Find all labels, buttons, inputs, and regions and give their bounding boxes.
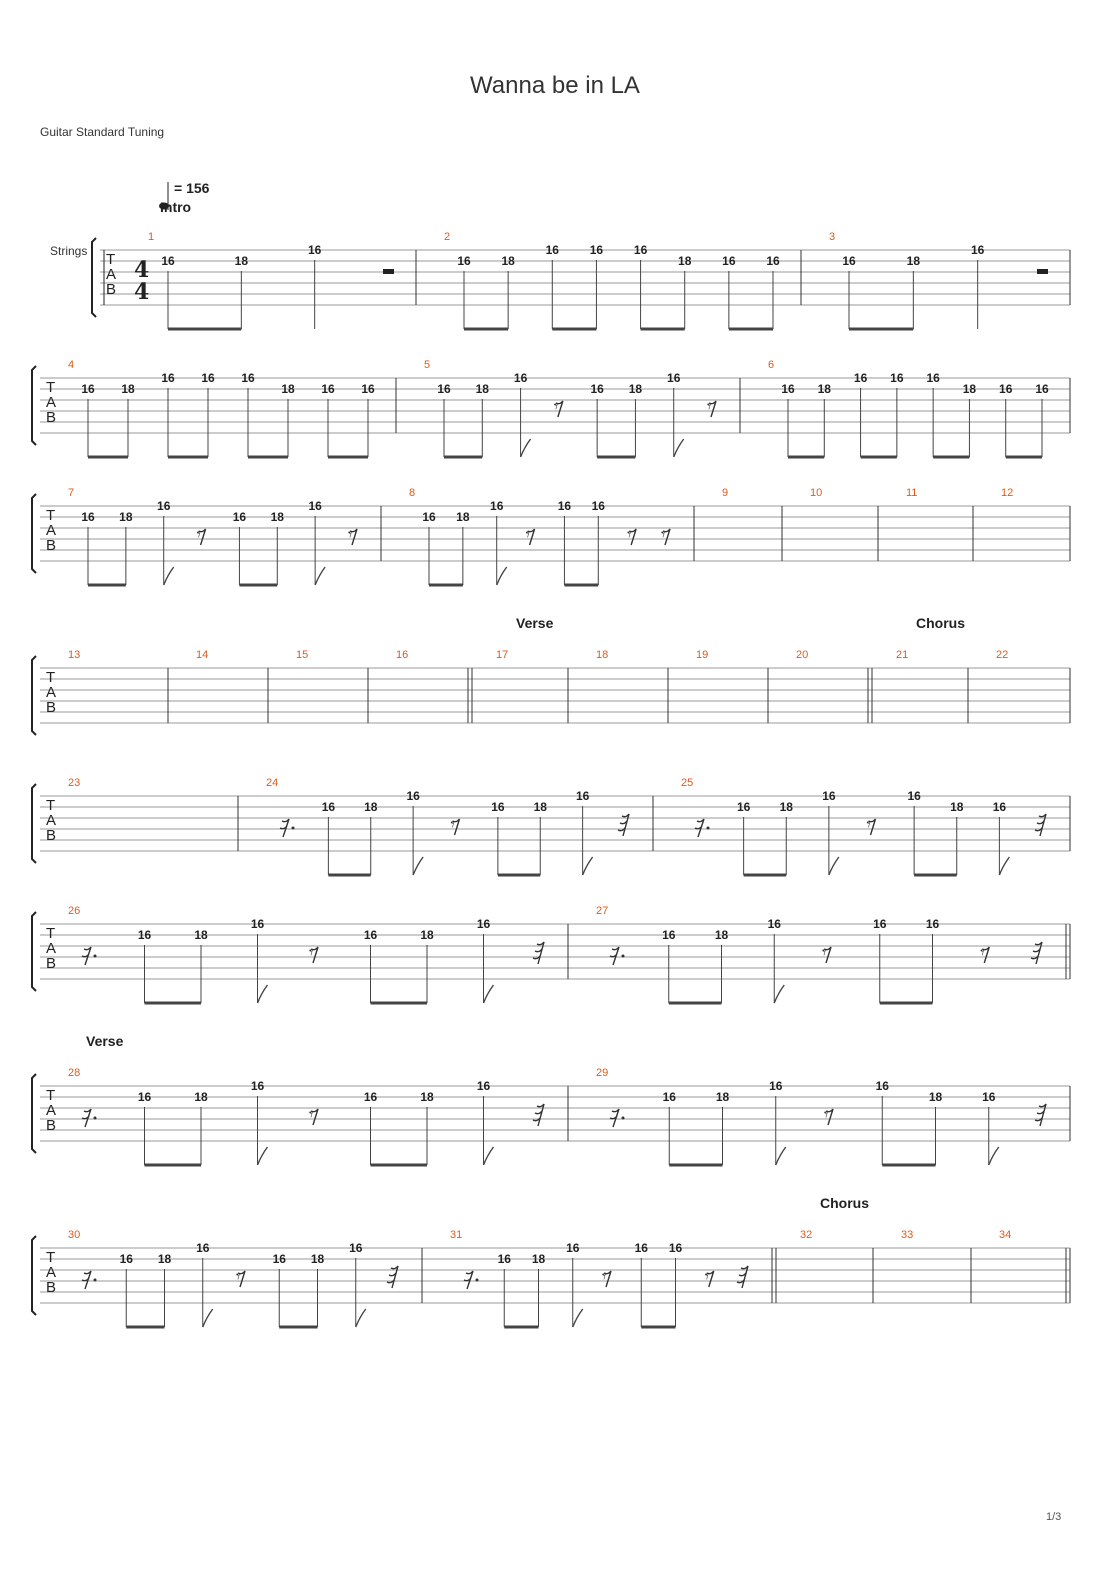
fret-number: 16 [668, 1241, 683, 1255]
note-flag [203, 1309, 213, 1327]
fret-number: 16 [491, 800, 505, 814]
measure-number: 10 [810, 487, 823, 499]
measure-number: 18 [596, 649, 609, 661]
fret-number: 16 [875, 1079, 889, 1093]
fret-number: 16 [633, 243, 648, 257]
time-signature-top: 4 [134, 257, 150, 283]
tab-letter: T [46, 1087, 56, 1104]
fret-number: 16 [81, 382, 95, 396]
measure-number: 22 [996, 649, 1009, 661]
fret-number: 16 [81, 510, 95, 524]
sixteenth-rest [464, 1271, 473, 1289]
tab-letter: T [46, 797, 56, 814]
section-marker: Intro [160, 199, 192, 215]
rest-dot [707, 827, 710, 830]
half-rest [383, 269, 394, 274]
tab-letter: B [46, 409, 57, 426]
fret-number: 16 [457, 254, 471, 268]
measure-number: 13 [68, 649, 81, 661]
eighth-rest: 𝄾 [553, 397, 559, 416]
thirty-second-rest [387, 1266, 398, 1288]
fret-number: 16 [201, 371, 215, 385]
sixteenth-rest [82, 1109, 91, 1127]
eighth-rest: 𝄾 [627, 525, 632, 544]
fret-number: 18 [194, 1090, 208, 1104]
fret-number: 16 [119, 1252, 133, 1266]
fret-number: 16 [497, 1252, 511, 1266]
fret-number: 16 [925, 917, 940, 931]
fret-number: 16 [349, 1241, 363, 1255]
system-bracket [32, 366, 36, 445]
eighth-rest: 𝄾 [450, 815, 455, 834]
eighth-rest: 𝄾 [602, 1267, 607, 1286]
section-marker: Chorus [916, 615, 965, 631]
rest-dot [94, 1117, 97, 1120]
system-bracket [32, 912, 36, 991]
measure-number: 29 [596, 1067, 609, 1079]
rest-dot [476, 1279, 479, 1282]
tuning-label: Guitar Standard Tuning [40, 125, 165, 139]
fret-number: 18 [779, 800, 793, 814]
note-flag [164, 567, 174, 585]
fret-number: 16 [513, 371, 528, 385]
fret-number: 16 [890, 371, 904, 385]
fret-number: 16 [476, 917, 491, 931]
half-rest [1037, 269, 1048, 274]
measure-number: 4 [68, 359, 75, 371]
tab-letter: T [106, 251, 116, 268]
fret-number: 16 [667, 371, 681, 385]
measure-number: 32 [800, 1229, 813, 1241]
fret-number: 16 [591, 499, 605, 513]
tab-letter: A [106, 266, 117, 283]
measure-number: 25 [681, 777, 694, 789]
fret-number: 16 [566, 1241, 580, 1255]
fret-number: 18 [420, 1090, 434, 1104]
eighth-rest: 𝄾 [525, 525, 530, 544]
fret-number: 18 [531, 1252, 546, 1266]
tab-letter: B [46, 699, 57, 716]
tab-letter: T [46, 379, 56, 396]
fret-number: 16 [982, 1090, 996, 1104]
fret-number: 16 [781, 382, 795, 396]
measure-number: 15 [296, 649, 309, 661]
fret-number: 16 [662, 1090, 676, 1104]
eighth-rest: 𝄾 [196, 525, 201, 544]
tab-letter: B [46, 1117, 57, 1134]
fret-number: 16 [575, 789, 590, 803]
measure-number: 11 [906, 487, 918, 499]
fret-number: 16 [250, 917, 265, 931]
rest-dot [94, 1279, 97, 1282]
fret-number: 16 [842, 254, 856, 268]
sixteenth-rest [695, 819, 704, 837]
fret-number: 18 [121, 382, 135, 396]
note-flag [573, 1309, 583, 1327]
fret-number: 16 [250, 1079, 265, 1093]
page-number: 1/3 [1046, 1511, 1062, 1523]
thirty-second-rest [533, 1104, 544, 1126]
rest-dot [94, 955, 97, 958]
measure-number: 28 [68, 1067, 81, 1079]
system-bracket [32, 1074, 36, 1153]
fret-number: 16 [589, 243, 604, 257]
note-flag [258, 985, 268, 1003]
sixteenth-rest [280, 819, 289, 837]
note-flag [583, 857, 593, 875]
time-signature-bottom: 4 [134, 279, 150, 305]
measure-number: 19 [696, 649, 709, 661]
sixteenth-rest [82, 947, 91, 965]
note-flag [484, 1147, 494, 1165]
fret-number: 18 [817, 382, 831, 396]
measure-number: 33 [901, 1229, 914, 1241]
measure-number: 26 [68, 905, 81, 917]
fret-number: 16 [822, 789, 836, 803]
measure-number: 1 [148, 231, 155, 243]
measure-number: 21 [896, 649, 909, 661]
measure-number: 5 [424, 359, 431, 371]
measure-number: 3 [829, 231, 836, 243]
fret-number: 16 [161, 371, 175, 385]
note-flag [989, 1147, 999, 1165]
rest-dot [622, 955, 625, 958]
tab-letter: B [46, 537, 57, 554]
fret-number: 18 [194, 928, 208, 942]
fret-number: 16 [662, 928, 676, 942]
note-flag [356, 1309, 366, 1327]
system-bracket [32, 656, 36, 735]
fret-number: 16 [307, 243, 322, 257]
fret-number: 18 [310, 1252, 325, 1266]
rest-dot [622, 1117, 625, 1120]
fret-number: 16 [1035, 382, 1049, 396]
note-flag [999, 857, 1009, 875]
thirty-second-rest [1035, 814, 1046, 836]
measure-number: 8 [409, 487, 416, 499]
fret-number: 16 [634, 1241, 648, 1255]
track-name: Strings [50, 244, 88, 258]
sixteenth-rest [610, 947, 619, 965]
section-marker: Chorus [820, 1195, 869, 1211]
fret-number: 18 [501, 254, 515, 268]
fret-number: 16 [766, 254, 780, 268]
fret-number: 16 [769, 1079, 783, 1093]
fret-number: 16 [970, 243, 985, 257]
fret-number: 16 [363, 1090, 378, 1104]
tab-letter: A [46, 812, 57, 829]
fret-number: 16 [926, 371, 940, 385]
tab-letter: A [46, 684, 57, 701]
fret-number: 16 [161, 254, 175, 268]
fret-number: 16 [196, 1241, 210, 1255]
tab-letter: T [46, 669, 56, 686]
fret-number: 18 [281, 382, 295, 396]
eighth-rest: 𝄾 [704, 1267, 710, 1286]
system-bracket [32, 494, 36, 573]
measure-number: 31 [450, 1229, 463, 1241]
fret-number: 16 [545, 243, 559, 257]
measure-number: 17 [496, 649, 509, 661]
fret-number: 16 [406, 789, 420, 803]
fret-number: 18 [950, 800, 964, 814]
eighth-rest: 𝄾 [866, 815, 871, 834]
note-flag [829, 857, 839, 875]
measure-number: 12 [1001, 487, 1014, 499]
measure-number: 20 [796, 649, 809, 661]
tab-letter: B [46, 1279, 57, 1296]
measure-number: 30 [68, 1229, 81, 1241]
note-flag [484, 985, 494, 1003]
fret-number: 16 [321, 382, 335, 396]
section-marker: Verse [86, 1033, 124, 1049]
fret-number: 18 [678, 254, 692, 268]
note-flag [497, 567, 507, 585]
tab-letter: B [106, 281, 117, 298]
measure-number: 2 [444, 231, 451, 243]
eighth-rest: 𝄾 [309, 1105, 314, 1124]
measure-number: 7 [68, 487, 75, 499]
measure-number: 14 [196, 649, 209, 661]
fret-number: 16 [873, 917, 887, 931]
eighth-rest: 𝄾 [822, 943, 827, 962]
sixteenth-rest [82, 1271, 91, 1289]
fret-number: 16 [437, 382, 451, 396]
eighth-rest: 𝄾 [980, 943, 985, 962]
fret-number: 16 [736, 800, 751, 814]
fret-number: 18 [270, 510, 284, 524]
thirty-second-rest [737, 1266, 748, 1288]
measure-number: 34 [999, 1229, 1012, 1241]
fret-number: 18 [715, 1090, 730, 1104]
fret-number: 16 [722, 254, 736, 268]
tab-letter: A [46, 522, 57, 539]
tab-letter: A [46, 1264, 57, 1281]
note-flag [521, 439, 531, 457]
fret-number: 16 [992, 800, 1007, 814]
fret-number: 18 [714, 928, 729, 942]
eighth-rest: 𝄾 [236, 1267, 241, 1286]
fret-number: 16 [999, 382, 1013, 396]
fret-number: 16 [363, 928, 378, 942]
fret-number: 18 [628, 382, 643, 396]
tab-letter: T [46, 507, 56, 524]
measure-number: 24 [266, 777, 279, 789]
tab-letter: B [46, 827, 57, 844]
measure-number: 9 [722, 487, 729, 499]
fret-number: 16 [422, 510, 436, 524]
tab-letter: B [46, 955, 57, 972]
fret-number: 16 [321, 800, 336, 814]
sixteenth-rest [610, 1109, 619, 1127]
thirty-second-rest [1035, 1104, 1046, 1126]
note-flag [774, 985, 784, 1003]
tempo-marking: = 156 [174, 180, 210, 196]
score-title: Wanna be in LA [470, 72, 640, 99]
eighth-rest: 𝄾 [309, 943, 314, 962]
fret-number: 18 [533, 800, 547, 814]
fret-number: 16 [490, 499, 504, 513]
section-marker: Verse [516, 615, 554, 631]
fret-number: 16 [557, 499, 572, 513]
fret-number: 16 [853, 371, 868, 385]
measure-number: 6 [768, 359, 775, 371]
fret-number: 16 [232, 510, 247, 524]
fret-number: 18 [928, 1090, 943, 1104]
system-bracket [32, 1236, 36, 1315]
fret-number: 16 [272, 1252, 286, 1266]
note-flag [776, 1147, 786, 1165]
note-flag [413, 857, 423, 875]
fret-number: 16 [137, 928, 152, 942]
fret-number: 18 [119, 510, 133, 524]
fret-number: 18 [157, 1252, 172, 1266]
measure-number: 27 [596, 905, 609, 917]
thirty-second-rest [618, 814, 629, 836]
fret-number: 16 [157, 499, 171, 513]
tab-letter: T [46, 1249, 56, 1266]
system-bracket [32, 784, 36, 863]
fret-number: 18 [475, 382, 489, 396]
fret-number: 16 [767, 917, 781, 931]
eighth-rest: 𝄾 [348, 525, 353, 544]
fret-number: 16 [137, 1090, 152, 1104]
fret-number: 18 [906, 254, 921, 268]
fret-number: 18 [364, 800, 378, 814]
fret-number: 16 [308, 499, 322, 513]
fret-number: 16 [361, 382, 375, 396]
fret-number: 16 [476, 1079, 491, 1093]
fret-number: 18 [420, 928, 434, 942]
tab-letter: A [46, 940, 57, 957]
tab-letter: A [46, 394, 57, 411]
fret-number: 18 [234, 254, 249, 268]
system-bracket [92, 238, 96, 317]
note-flag [315, 567, 325, 585]
tab-letter: T [46, 925, 56, 942]
thirty-second-rest [533, 942, 544, 964]
note-flag [674, 439, 684, 457]
eighth-rest: 𝄾 [661, 525, 666, 544]
measure-number: 16 [396, 649, 409, 661]
rest-dot [292, 827, 295, 830]
thirty-second-rest [1031, 942, 1042, 964]
note-flag [258, 1147, 268, 1165]
fret-number: 16 [907, 789, 921, 803]
tab-letter: A [46, 1102, 57, 1119]
fret-number: 18 [456, 510, 470, 524]
fret-number: 18 [962, 382, 977, 396]
fret-number: 16 [590, 382, 604, 396]
measure-number: 23 [68, 777, 81, 789]
fret-number: 16 [241, 371, 255, 385]
eighth-rest: 𝄾 [707, 397, 712, 416]
eighth-rest: 𝄾 [824, 1105, 829, 1124]
